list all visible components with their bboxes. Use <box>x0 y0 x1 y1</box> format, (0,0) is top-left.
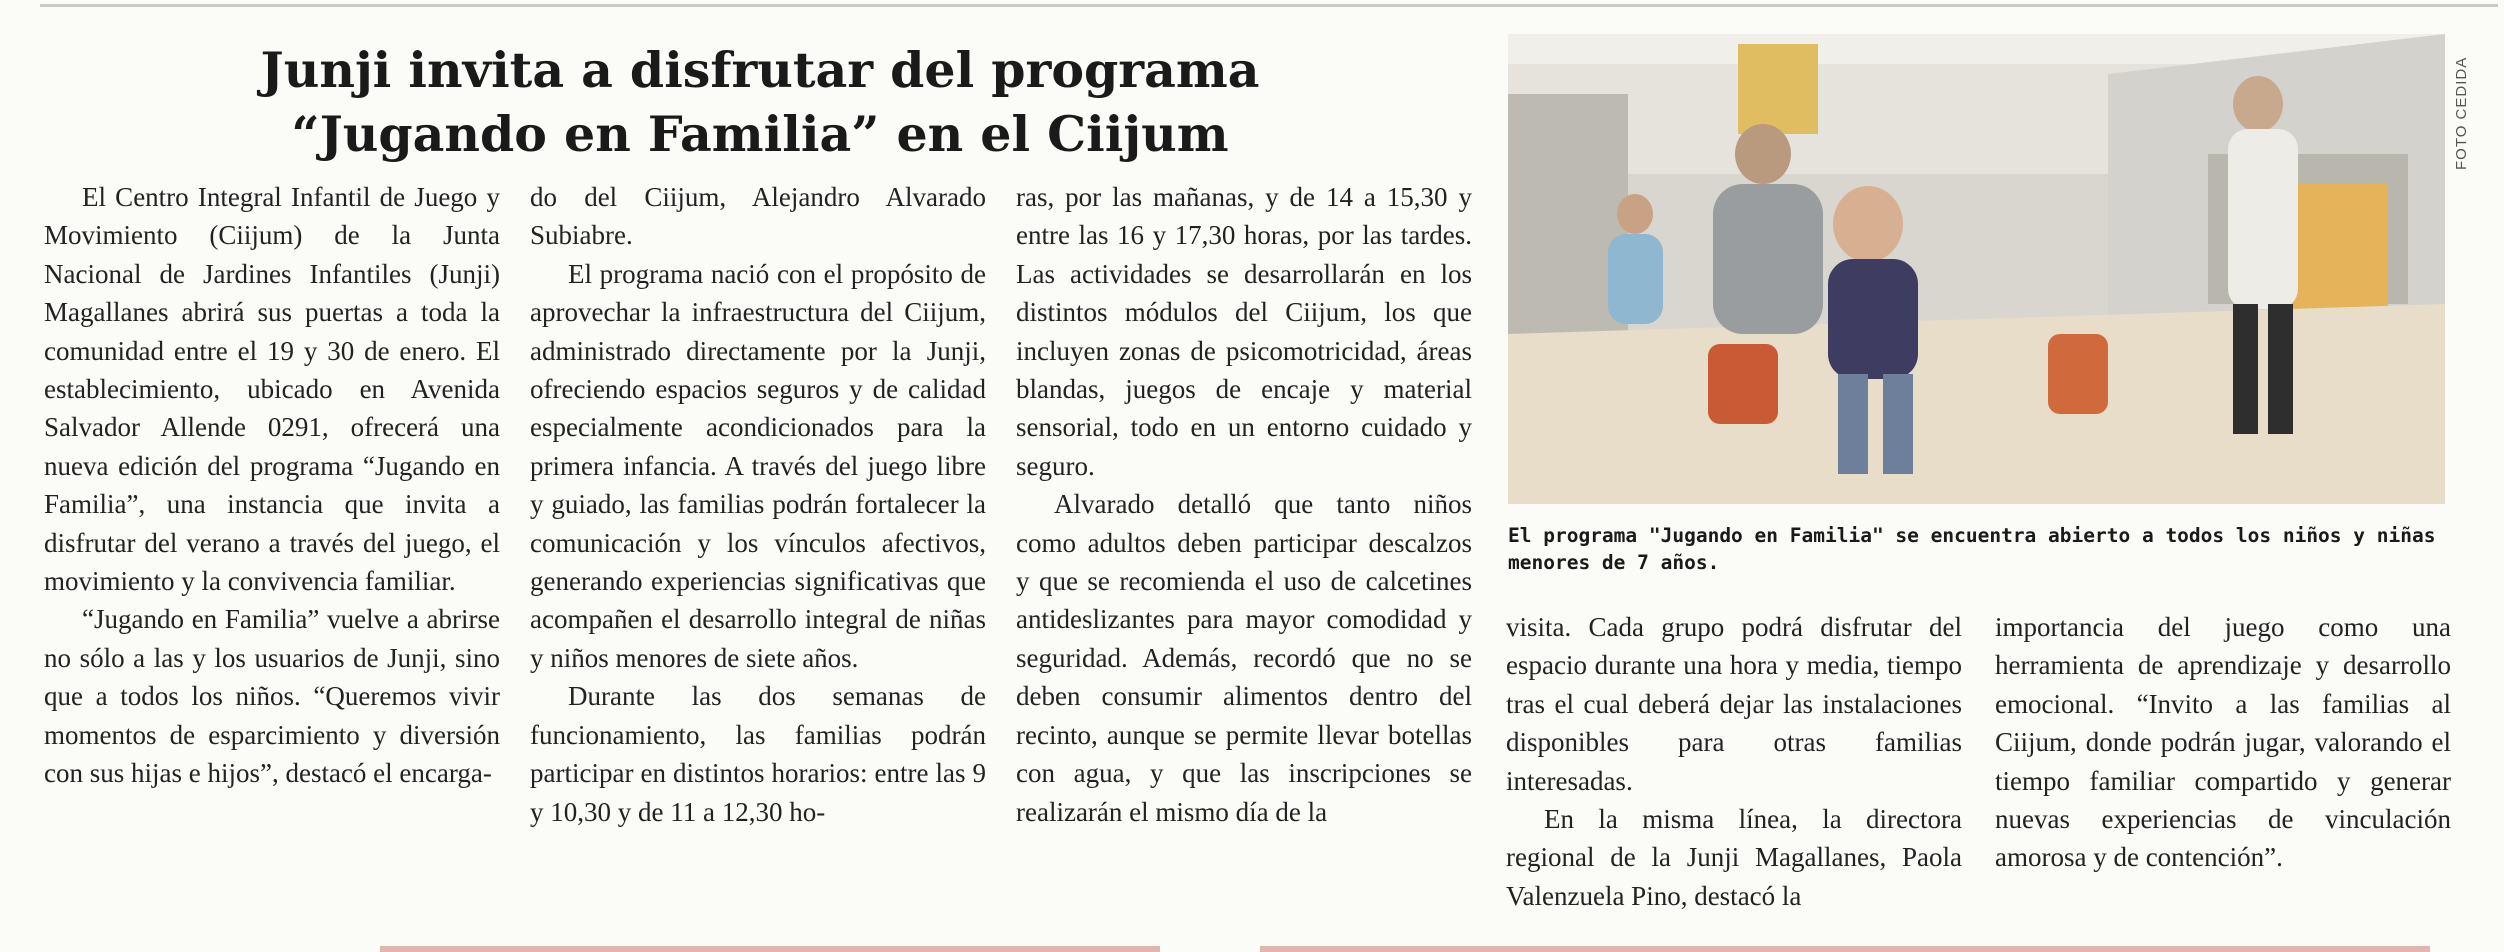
paragraph: visita. Cada grupo podrá disfrutar del espacio durante una hora y media, tiempo tras el cual deberá dejar las instalaciones disponibles para otras familias interesadas. <box>1506 612 1962 796</box>
bottom-divider <box>1260 946 2430 952</box>
paragraph: Durante las dos semanas de funcionamiento, las familias podrán participar en distintos horarios: entre las 9 y 10,30 y de 11 a 12,30 ho- <box>530 681 986 827</box>
article-column-2 <box>530 178 986 831</box>
headline-line-2: “Jugando en Familia” en el Ciijum <box>291 105 1229 163</box>
article-column-4 <box>1506 608 1962 915</box>
paragraph: “Jugando en Familia” vuelve a abrirse no sólo a las y los usuarios de Junji, sino que a todos los niños. “Queremos vivir momentos de esparcimiento y diversión con sus hijas e hijos”, destacó el encarga- <box>44 604 500 789</box>
headline <box>40 38 1480 166</box>
paragraph: En la misma línea, la directora regional de la Junji Magallanes, Paola Valenzuela Pino, destacó la <box>1506 804 1962 911</box>
paragraph: El Centro Integral Infantil de Juego y Movimiento (Ciijum) de la Junta Nacional de Jardines Infantiles (Junji) Magallanes abrirá sus puertas a toda la comunidad entre el 19 y 30 de enero. El establecimiento, ubicado en Avenida Salvador Allende 0291, ofrecerá una nueva edición del programa “Jugando en Familia”, una instancia que invita a disfrutar del verano a través del juego, el movimiento y la convivencia familiar. <box>44 182 500 597</box>
top-rule <box>40 4 2498 7</box>
paragraph: ras, por las mañanas, y de 14 a 15,30 y entre las 16 y 17,30 horas, por las tardes. Las actividades se desarrollarán en los distintos módulos del Ciijum, los que incluyen zonas de psicomotricidad, áreas blandas, juegos de encaje y material sensorial, todo en un entorno cuidado y seguro. <box>1016 182 1472 481</box>
paragraph: El programa nació con el propósito de aprovechar la infraestructura del Ciijum, administrado directamente por la Junji, ofreciendo espacios seguros y de calidad especialmente acondicionados para la primera infancia. A través del juego libre y guiado, las familias podrán fortalecer la comunicación y los vínculos afectivos, generando experiencias significativas que acompañen el desarrollo integral de niñas y niños menores de siete años. <box>530 258 986 673</box>
article-column-3 <box>1016 178 1472 831</box>
photo-caption: El programa "Jugando en Familia" se encuentra abierto a todos los niños y niñas menores de 7 años. <box>1508 524 2436 574</box>
headline-line-1: Junji invita a disfrutar del programa <box>260 41 1260 99</box>
photo-credit: FOTO CEDIDA <box>2453 56 2470 170</box>
paragraph: do del Ciijum, Alejandro Alvarado Subiabre. <box>530 182 986 251</box>
paragraph: importancia del juego como una herramienta de aprendizaje y desarrollo emocional. “Invito a las familias al Ciijum, donde podrán jugar, valorando el tiempo familiar compartido y generar nuevas experiencias de vinculación amorosa y de contención”. <box>1995 612 2451 873</box>
article-column-1 <box>44 178 500 793</box>
paragraph: Alvarado detalló que tanto niños como adultos deben participar descalzos y que se recomienda el uso de calcetines antideslizantes para mayor comodidad y seguridad. Además, recordó que no se deben consumir alimentos dentro del recinto, aunque se permite llevar botellas con agua, y que las inscripciones se realizarán el mismo día de la <box>1016 489 1472 827</box>
photo-children-playing <box>1508 34 2445 504</box>
bottom-divider <box>380 946 1160 952</box>
article-photo <box>1508 34 2445 504</box>
article-column-5 <box>1995 608 2451 877</box>
